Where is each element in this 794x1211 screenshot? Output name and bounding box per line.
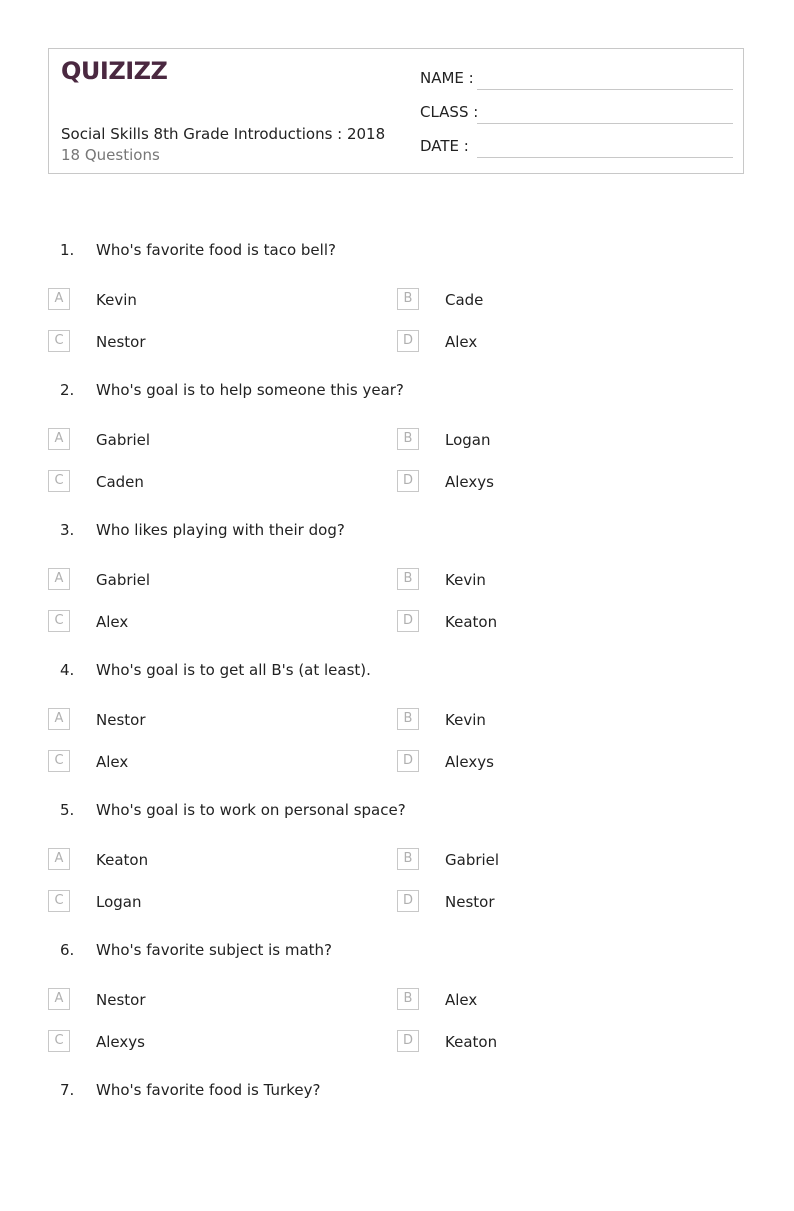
option-text: Logan [96, 893, 142, 911]
question-item [0, 241, 794, 371]
question-number: 4. [60, 661, 75, 679]
answer-option[interactable] [397, 473, 697, 497]
option-letter-box[interactable]: D [397, 750, 419, 772]
option-text: Alexys [96, 1033, 145, 1051]
answer-option[interactable] [48, 753, 348, 777]
answer-option[interactable] [397, 613, 697, 637]
answer-option[interactable] [397, 991, 697, 1015]
question-item [0, 381, 794, 511]
answer-option[interactable] [48, 711, 348, 735]
answer-option[interactable] [397, 893, 697, 917]
class-line[interactable] [477, 123, 733, 124]
class-field[interactable] [420, 103, 733, 127]
question-number: 6. [60, 941, 75, 959]
question-number: 1. [60, 241, 75, 259]
question-item [0, 941, 794, 1071]
option-text: Cade [445, 291, 484, 309]
name-label: NAME : [420, 69, 474, 87]
option-text: Alex [445, 991, 478, 1009]
option-text: Gabriel [96, 571, 151, 589]
question-text: Who's goal is to help someone this year? [96, 381, 404, 399]
option-letter-box[interactable]: C [48, 330, 70, 352]
name-line[interactable] [477, 89, 733, 90]
answer-option[interactable] [397, 753, 697, 777]
option-text: Nestor [445, 893, 495, 911]
option-letter-box[interactable]: A [48, 288, 70, 310]
option-letter-box[interactable]: D [397, 330, 419, 352]
answer-option[interactable] [397, 571, 697, 595]
option-text: Kevin [445, 571, 486, 589]
option-letter-box[interactable]: A [48, 848, 70, 870]
question-count: 18 Questions [61, 146, 160, 164]
option-text: Gabriel [445, 851, 500, 869]
option-letter-box[interactable]: C [48, 890, 70, 912]
worksheet-title: Social Skills 8th Grade Introductions : 2018 [61, 125, 386, 143]
worksheet-header [48, 48, 744, 174]
question-text: Who's favorite food is taco bell? [96, 241, 336, 259]
option-letter-box[interactable]: B [397, 988, 419, 1010]
answer-option[interactable] [397, 851, 697, 875]
answer-option[interactable] [48, 613, 348, 637]
option-letter-box[interactable]: B [397, 708, 419, 730]
name-field[interactable] [420, 69, 733, 93]
answer-option[interactable] [48, 1033, 348, 1057]
date-line[interactable] [477, 157, 733, 158]
class-label: CLASS : [420, 103, 479, 121]
option-text: Keaton [96, 851, 149, 869]
question-text: Who's goal is to work on personal space? [96, 801, 406, 819]
question-number: 5. [60, 801, 75, 819]
question-text: Who likes playing with their dog? [96, 521, 345, 539]
question-text: Who's favorite food is Turkey? [96, 1081, 321, 1099]
option-letter-box[interactable]: C [48, 470, 70, 492]
question-item [0, 801, 794, 931]
option-text: Alexys [445, 473, 494, 491]
option-letter-box[interactable]: D [397, 1030, 419, 1052]
option-letter-box[interactable]: D [397, 610, 419, 632]
option-text: Alex [96, 613, 129, 631]
date-label: DATE : [420, 137, 469, 155]
option-text: Kevin [445, 711, 486, 729]
option-text: Kevin [96, 291, 137, 309]
option-letter-box[interactable]: D [397, 890, 419, 912]
option-letter-box[interactable]: A [48, 708, 70, 730]
answer-option[interactable] [397, 1033, 697, 1057]
option-letter-box[interactable]: A [48, 428, 70, 450]
question-number: 2. [60, 381, 75, 399]
date-field[interactable] [420, 137, 733, 161]
answer-option[interactable] [48, 333, 348, 357]
question-item [0, 661, 794, 791]
option-text: Caden [96, 473, 144, 491]
answer-option[interactable] [397, 291, 697, 315]
option-letter-box[interactable]: C [48, 1030, 70, 1052]
question-item [0, 521, 794, 651]
answer-option[interactable] [48, 851, 348, 875]
quizizz-logo: QUIZIZZ [61, 57, 168, 85]
option-letter-box[interactable]: D [397, 470, 419, 492]
answer-option[interactable] [48, 571, 348, 595]
option-letter-box[interactable]: A [48, 568, 70, 590]
option-letter-box[interactable]: B [397, 288, 419, 310]
option-text: Keaton [445, 613, 498, 631]
answer-option[interactable] [397, 431, 697, 455]
option-letter-box[interactable]: B [397, 428, 419, 450]
answer-option[interactable] [48, 431, 348, 455]
answer-option[interactable] [48, 473, 348, 497]
option-letter-box[interactable]: C [48, 750, 70, 772]
option-text: Nestor [96, 991, 146, 1009]
option-text: Logan [445, 431, 491, 449]
answer-option[interactable] [397, 333, 697, 357]
option-letter-box[interactable]: B [397, 848, 419, 870]
answer-option[interactable] [48, 893, 348, 917]
option-text: Alexys [445, 753, 494, 771]
option-text: Alex [445, 333, 478, 351]
question-text: Who's favorite subject is math? [96, 941, 333, 959]
answer-option[interactable] [48, 991, 348, 1015]
answer-option[interactable] [48, 291, 348, 315]
option-text: Nestor [96, 711, 146, 729]
option-text: Alex [96, 753, 129, 771]
question-number: 7. [60, 1081, 75, 1099]
answer-option[interactable] [397, 711, 697, 735]
option-letter-box[interactable]: A [48, 988, 70, 1010]
question-text: Who's goal is to get all B's (at least). [96, 661, 371, 679]
question-number: 3. [60, 521, 75, 539]
option-letter-box[interactable]: B [397, 568, 419, 590]
option-text: Nestor [96, 333, 146, 351]
option-text: Keaton [445, 1033, 498, 1051]
question-item [0, 1081, 794, 1211]
option-letter-box[interactable]: C [48, 610, 70, 632]
option-text: Gabriel [96, 431, 151, 449]
